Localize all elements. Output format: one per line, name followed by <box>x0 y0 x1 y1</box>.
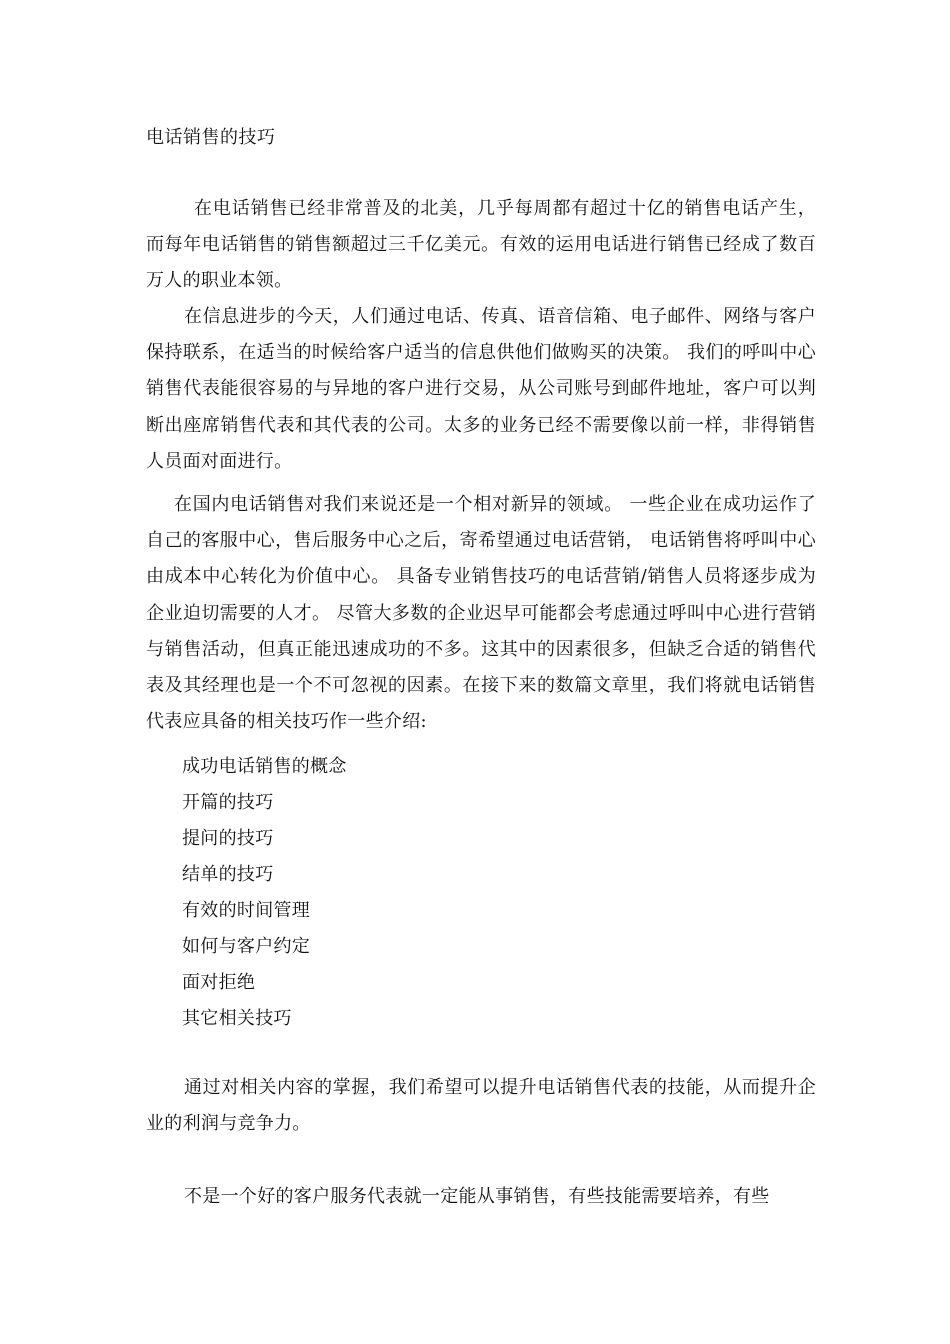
list-item: 成功电话销售的概念 <box>182 756 347 777</box>
topic-list <box>182 749 347 1037</box>
list-item: 有效的时间管理 <box>182 900 311 921</box>
list-item: 提问的技巧 <box>182 828 274 849</box>
paragraph-goal: 通过对相关内容的掌握，我们希望可以提升电话销售代表的技能，从而提升企业的利润与竞争力。 <box>146 1077 816 1135</box>
document-title: 电话销售的技巧 <box>146 127 276 148</box>
list-item: 开篇的技巧 <box>182 792 274 813</box>
list-item: 如何与客户约定 <box>182 936 311 957</box>
paragraph-domestic: 在国内电话销售对我们来说还是一个相对新异的领域。 一些企业在成功运作了自己的客服中心，售后服务中心之后，寄希望通过电话营销， 电话销售将呼叫中心由成本中心转化为价值中心。 具备专业销售技巧的电话营销/销售人员将逐步成为企业迫切需要的人才。 尽管大多数的企业迟早可能都会考虑通过呼叫中心进行营销与销售活动，但真正能迅速成功的不多。这其中的因素很多，但缺乏合适的销售代表及其经理也是一个不可忽视的因素。在接下来的数篇文章里，我们将就电话销售代表应具备的相关技巧作一些介绍: <box>146 494 816 733</box>
list-item: 结单的技巧 <box>182 864 274 885</box>
paragraph-continuation: 不是一个好的客户服务代表就一定能从事销售，有些技能需要培养，有些 <box>184 1186 770 1207</box>
paragraph-communication: 在信息进步的今天，人们通过电话、传真、语音信箱、电子邮件、网络与客户保持联系，在适当的时候给客户适当的信息供他们做购买的决策。 我们的呼叫中心销售代表能很容易的与异地的客户进行交易，从公司账号到邮件地址，客户可以判断出座席销售代表和其代表的公司。太多的业务已经不需要像以前一样，非得销售人员面对面进行。 <box>146 306 816 472</box>
paragraph-intro: 在电话销售已经非常普及的北美，几乎每周都有超过十亿的销售电话产生，而每年电话销售的销售额超过三千亿美元。有效的运用电话进行销售已经成了数百万人的职业本领。 <box>146 198 816 292</box>
list-item: 面对拒绝 <box>182 972 256 993</box>
list-item: 其它相关技巧 <box>182 1008 292 1029</box>
